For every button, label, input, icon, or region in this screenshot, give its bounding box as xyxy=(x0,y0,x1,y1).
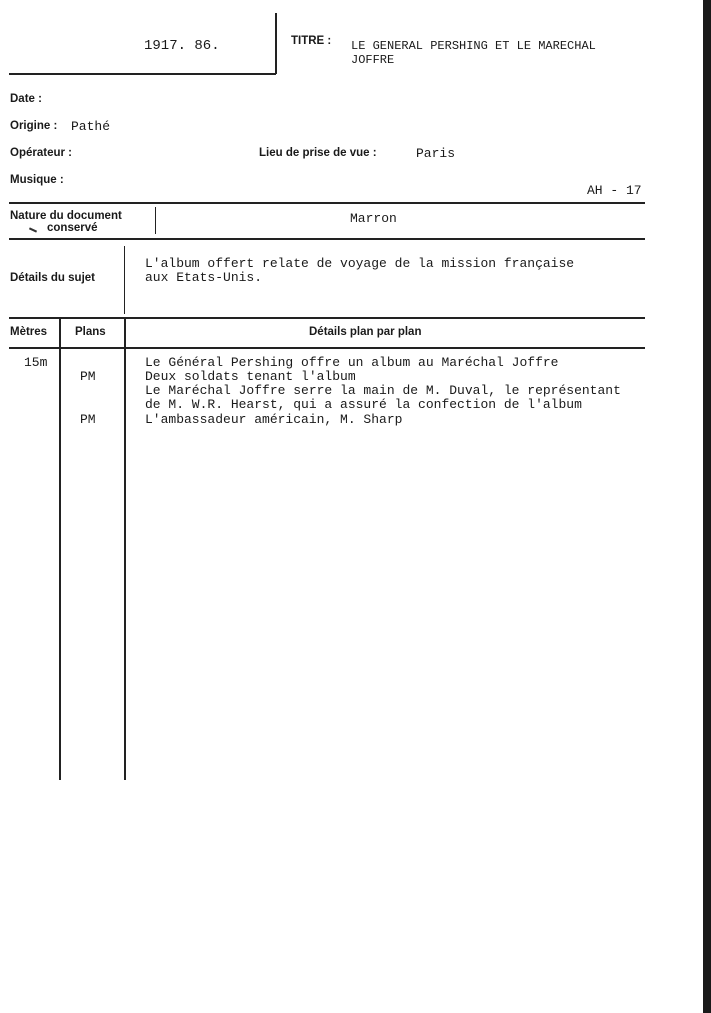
rule-above-table xyxy=(9,317,645,319)
musique-label: Musique : xyxy=(10,174,64,186)
col-header-metres: Mètres xyxy=(10,326,48,338)
origine-label: Origine : xyxy=(10,120,58,132)
sujet-bracket xyxy=(124,246,125,314)
reference-number: 1917. 86. xyxy=(144,38,220,54)
sujet-label: Détails du sujet xyxy=(10,272,95,284)
nature-value: Marron xyxy=(350,211,397,226)
col-divider-2 xyxy=(124,319,126,780)
pen-mark xyxy=(29,227,37,232)
table-row-plan: PM xyxy=(80,369,96,384)
titre-line-2: JOFFRE xyxy=(351,53,395,67)
table-row-detail: Le Général Pershing offre un album au Maréchal Joffre xyxy=(145,355,559,370)
col-divider-1 xyxy=(59,319,61,780)
origine-value: Pathé xyxy=(71,119,111,134)
rule-below-table-header xyxy=(9,347,645,349)
titre-line-1: LE GENERAL PERSHING ET LE MARECHAL xyxy=(351,39,596,53)
table-row-metres: 15m xyxy=(24,355,48,370)
operateur-label: Opérateur : xyxy=(10,147,72,159)
table-row-plan: PM xyxy=(80,412,96,427)
scan-edge xyxy=(703,0,711,1013)
titre-label: TITRE : xyxy=(291,35,332,47)
table-row-detail: Le Maréchal Joffre serre la main de M. Duval, le représentant xyxy=(145,383,621,398)
table-row-detail: de M. W.R. Hearst, qui a assuré la confection de l'album xyxy=(145,397,582,412)
header-box-bottom-rule xyxy=(9,73,276,75)
table-row-detail: Deux soldats tenant l'album xyxy=(145,369,356,384)
lieu-value: Paris xyxy=(416,146,456,161)
date-label: Date : xyxy=(10,93,42,105)
table-row-detail: L'ambassadeur américain, M. Sharp xyxy=(145,412,403,427)
nature-bracket xyxy=(155,207,156,234)
lieu-label: Lieu de prise de vue : xyxy=(259,147,377,159)
col-header-plans: Plans xyxy=(75,326,106,338)
sujet-line-1: L'album offert relate de voyage de la mission française xyxy=(145,256,575,271)
nature-label-line-1: Nature du document xyxy=(10,210,122,222)
sujet-line-2: aux Etats-Unis. xyxy=(145,270,263,285)
rule-above-nature xyxy=(9,202,645,204)
nature-label-line-2: conservé xyxy=(47,222,98,234)
rule-above-sujet xyxy=(9,238,645,240)
col-header-details: Détails plan par plan xyxy=(309,326,422,338)
header-box-right-rule xyxy=(275,13,277,74)
document-code: AH - 17 xyxy=(587,183,642,198)
